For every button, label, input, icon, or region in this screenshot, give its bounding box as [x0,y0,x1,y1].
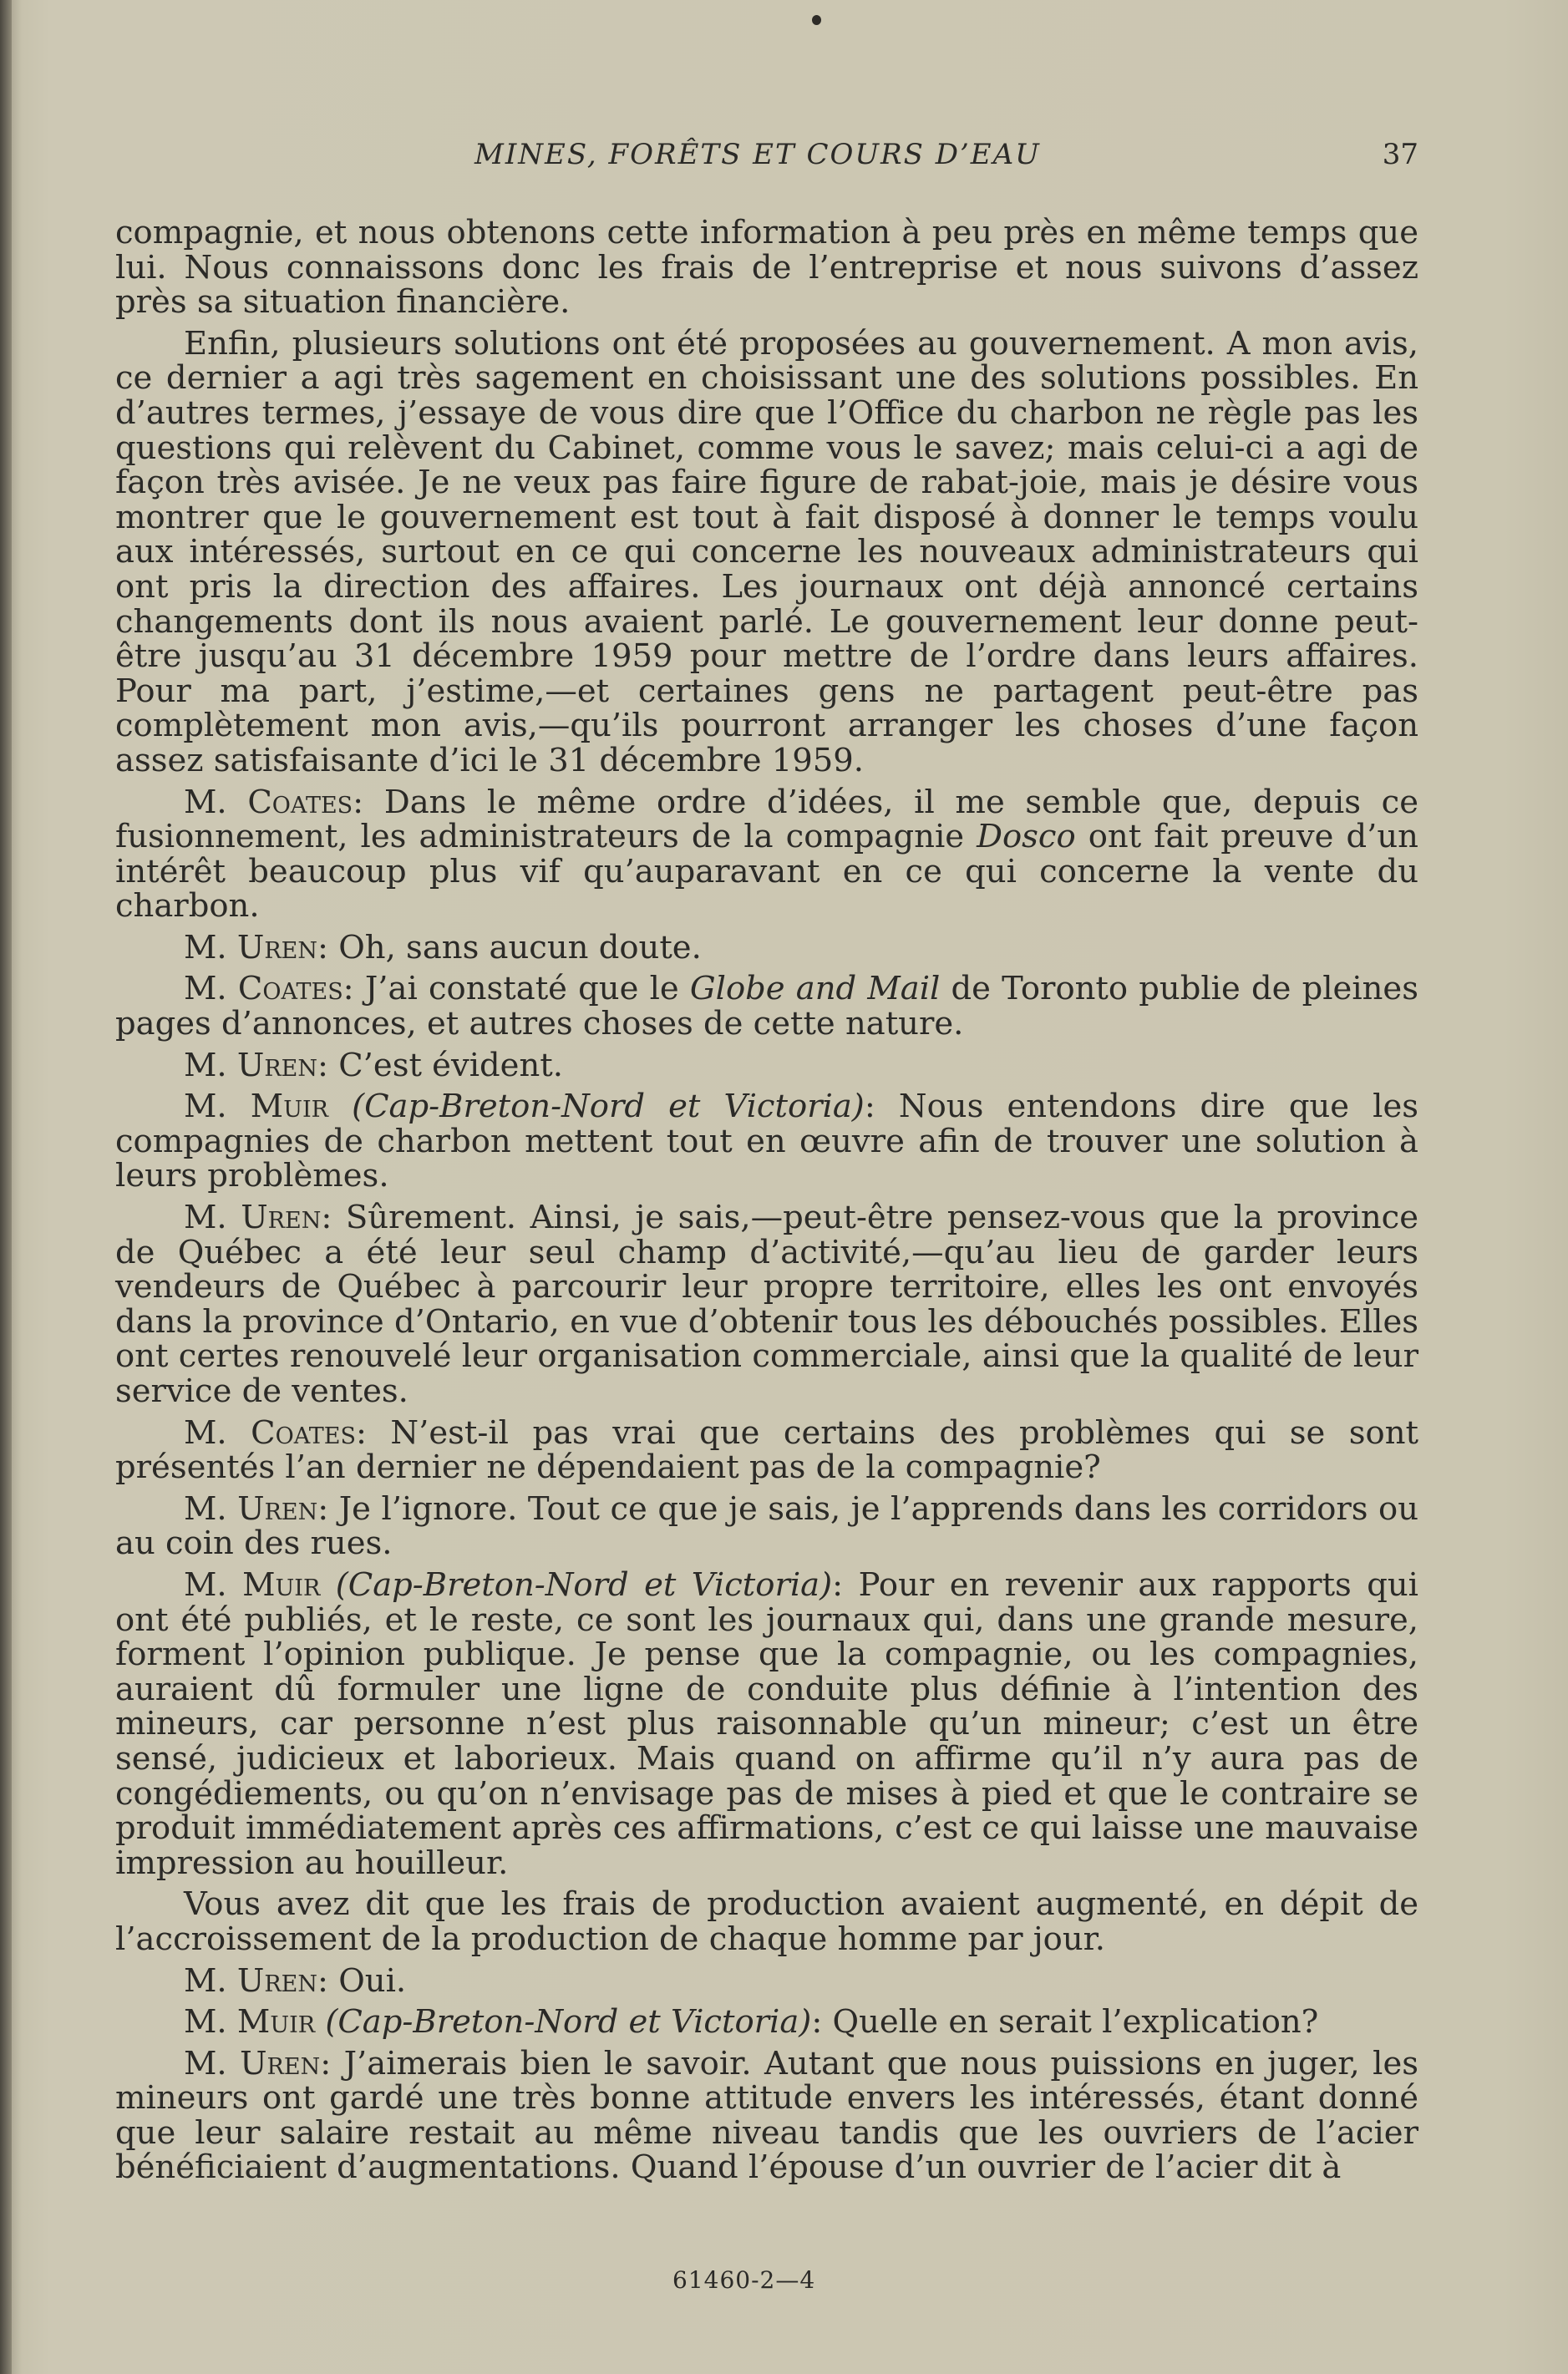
speech-paragraph [115,928,1418,966]
paragraph-text: : Quelle en serait l’explication? [811,2003,1319,2042]
paragraph-text: Enfin, plusieurs solutions ont été proposées au gouvernement. A mon avis, ce dernier a agi très sagement en choisissant une des solutions possibles. En d’autres termes, j’essaye de vous dire que l’Office du charbon ne règle pas les questions qui relèvent du Cabinet, comme vous le savez; mais celui-ci a agi de façon très avisée. Je ne veux pas faire figure de rabat-joie, mais je désire vous montrer que le gouvernement est tout à fait disposé à donner le temps voulu aux intéressés, surtout en ce qui concerne les nouveaux administrateurs qui ont pris la direction des affaires. Les journaux ont déjà annoncé certains changements dont ils nous avaient parlé. Le gouvernement leur donne peut-être jusqu’au 31 décembre 1959 pour mettre de l’ordre dans leurs affaires. Pour ma part, j’estime,—et certaines gens ne partagent peut-être pas complètement mon avis,—qu’ils pourront arranger les choses d’une façon assez satisfaisante d’ici le 31 décembre 1959. [115,324,1418,779]
paragraph-text-continued: ont fait preuve d’un intérêt beaucoup plus vif qu’auparavant en ce qui concerne la vente du charbon. [115,818,1418,926]
speaker-name: M. Uren: [184,1961,328,2000]
speaker-name: M. Uren: [184,928,328,966]
speaker-name: M. Uren: [184,1489,329,1528]
paragraph-text: C’est évident. [327,1046,563,1084]
paragraph-text: Vous avez dit que les frais de production avaient augmenté, en dépit de l’accroissement de la production de chaque homme par jour. [115,1885,1418,1958]
paragraph-text: Oh, sans aucun doute. [327,928,702,966]
speech-paragraph [115,1565,1418,1882]
page-spine-shadow [0,0,12,2374]
page-header [115,138,1418,180]
paragraph-text: : Nous entendons dire que les compagnies de charbon mettent tout en œuvre afin de trouver une solution à leurs problèmes. [115,1088,1419,1195]
speech-paragraph [115,1048,1418,1083]
paragraph-text-continued: de Toronto publie de pleines pages d’annonces, et autres choses de cette nature. [115,970,1418,1043]
speech-paragraph [115,785,1418,924]
italic-title: Dosco [977,818,1076,856]
paragraph-text: J’ai constaté que le [353,970,690,1008]
riding-name: (Cap-Breton-Nord et Victoria) [327,1088,865,1126]
paragraph-text: N’est-il pas vrai que certains des problèmes qui se sont présentés l’an dernier ne dépendaient pas de la compagnie? [115,1413,1418,1487]
paragraph-text: Sûrement. Ainsi, je sais,—peut-être pensez-vous que la province de Québec a été leur seul champ d’activité,—qu’au lieu de garder leurs vendeurs de Québec à parcourir leur propre territoire, elles les ont envoyés dans la province d’Ontario, en vue d’obtenir tous les débouchés possibles. Elles ont certes renouvelé leur organisation commerciale, ainsi que la qualité de leur service de ventes. [115,1199,1419,1410]
running-head: MINES, FORÊTS ET COURS D’EAU [474,138,1041,171]
printer-signature: 61460-2—4 [672,2266,816,2294]
speech-paragraph [115,1413,1418,1487]
speech-paragraph [115,1200,1418,1409]
speaker-name: M. Muir [184,2003,316,2042]
speaker-name: M. Coates: [184,783,364,821]
speaker-name: M. Muir [184,1088,328,1126]
speaker-name: M. Coates: [184,970,354,1008]
paragraph-text: Oui. [327,1961,407,2000]
speech-paragraph [115,1961,1418,2000]
riding-name: (Cap-Breton-Nord et Victoria) [315,2003,812,2042]
paragraph [115,1887,1418,1956]
speaker-name: M. Muir [184,1565,321,1604]
speech-paragraph [115,2044,1418,2187]
paragraph-text: Dans le même ordre d’idées, il me semble que, depuis ce fusionnement, les administrateurs de la compagnie [115,783,1418,856]
riding-name: (Cap-Breton-Nord et Victoria) [320,1565,833,1604]
speaker-name: M. Uren: [184,1199,332,1237]
speech-paragraph [115,2005,1418,2040]
paragraph [115,216,1418,320]
speaker-name: M. Uren: [184,1046,328,1084]
paragraph-text: : Pour en revenir aux rapports qui ont été publiés, et le reste, ce sont les journaux qui, dans une grande mesure, forment l’opinion publique. Je pense que la compagnie, ou les compagnies, auraient dû formuler une ligne de conduite plus définie à l’intention des mineurs, car personne n’est plus raisonnable qu’un mineur; c’est un être sensé, judicieux et laborieux. Mais quand on affirme qu’il n’y aura pas de congédiements, ou qu’on n’envisage pas de mises à pied et que le contraire se produit immédiatement après ces affirmations, c’est ce qui laisse une mauvaise impression au houilleur. [115,1565,1418,1882]
paragraph-text: Je l’ignore. Tout ce que je sais, je l’apprends dans les corridors ou au coin des rues. [115,1489,1419,1563]
speech-paragraph [115,1089,1418,1194]
speech-paragraph [115,971,1418,1041]
speech-paragraph [115,1489,1419,1563]
paragraph-text: compagnie, et nous obtenons cette information à peu près en même temps que lui. Nous connaissons donc les frais de l’entreprise et nous suivons d’assez près sa situation financière. [115,214,1418,322]
paragraph [115,324,1418,779]
speaker-name: M. Coates: [184,1413,367,1452]
body-text [115,216,1418,2192]
italic-title: Globe and Mail [689,970,941,1008]
ink-speck [812,15,821,25]
page-number: 37 [1382,138,1418,171]
paragraph-text: J’aimerais bien le savoir. Autant que nous puissions en juger, les mineurs ont gardé une très bonne attitude envers les intéressés, étant donné que leur salaire restait au même niveau tandis que les ouvriers de l’acier bénéficiaient d’augmentations. Quand l’épouse d’un ouvrier de l’acier dit à [115,2044,1418,2187]
speaker-name: M. Uren: [184,2044,332,2082]
